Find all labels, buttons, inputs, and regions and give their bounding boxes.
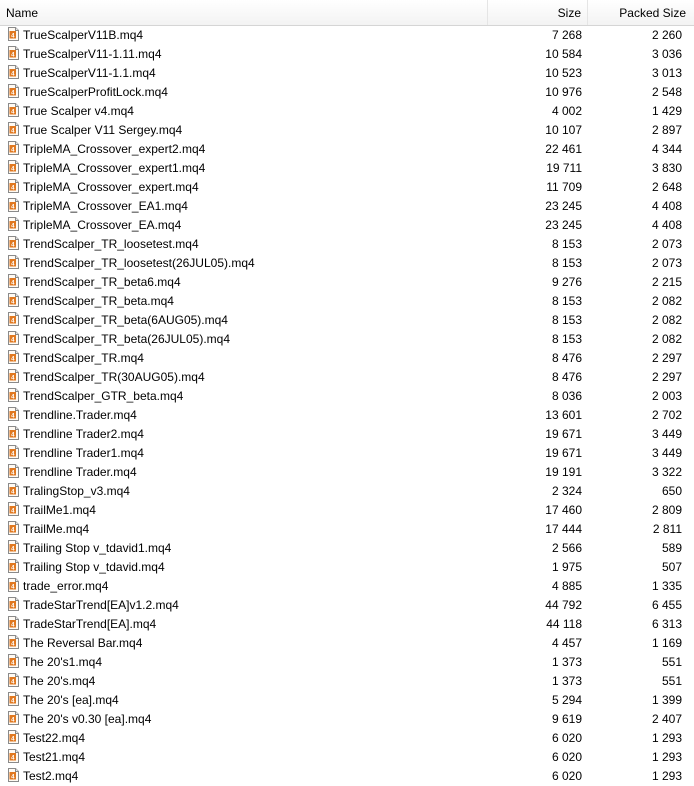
file-size: 8 153 — [551, 237, 582, 251]
file-row[interactable] — [0, 444, 694, 463]
column-header — [0, 0, 694, 26]
file-packed-size: 2 811 — [652, 522, 682, 536]
mq4-file-icon — [8, 502, 19, 516]
file-row[interactable] — [0, 767, 694, 786]
file-row[interactable] — [0, 520, 694, 539]
file-name: TrendScalper_TR_beta.mq4 — [23, 294, 174, 308]
file-packed-size: 2 073 — [651, 256, 682, 270]
mq4-file-icon — [8, 407, 19, 421]
file-packed-size: 1 293 — [651, 731, 682, 745]
column-header-packed-size[interactable]: Packed Size — [619, 6, 686, 20]
file-name: The 20's1.mq4 — [23, 655, 103, 669]
file-size: 19 671 — [545, 427, 582, 441]
file-size: 17 460 — [545, 503, 582, 517]
file-size: 44 792 — [545, 598, 582, 612]
file-size: 8 153 — [551, 332, 582, 346]
file-name: Trendline.Trader.mq4 — [23, 408, 137, 422]
file-row[interactable] — [0, 197, 694, 216]
mq4-file-icon — [8, 654, 19, 668]
file-size: 10 976 — [545, 85, 582, 99]
file-name: TrendScalper_TR(30AUG05).mq4 — [23, 370, 205, 384]
file-name: Trailing Stop v_tdavid.mq4 — [23, 560, 165, 574]
file-packed-size: 2 648 — [651, 180, 682, 194]
file-name: TradeStarTrend[EA]v1.2.mq4 — [23, 598, 179, 612]
file-row[interactable] — [0, 349, 694, 368]
file-row[interactable] — [0, 311, 694, 330]
file-name: The 20's.mq4 — [23, 674, 96, 688]
file-name: Trailing Stop v_tdavid1.mq4 — [23, 541, 172, 555]
mq4-file-icon — [8, 350, 19, 364]
file-size: 11 709 — [546, 180, 582, 194]
file-row[interactable] — [0, 691, 694, 710]
file-row[interactable] — [0, 102, 694, 121]
column-header-name[interactable]: Name — [0, 0, 488, 25]
mq4-file-icon — [8, 673, 19, 687]
mq4-file-icon — [8, 331, 19, 345]
file-packed-size: 2 082 — [651, 313, 682, 327]
mq4-file-icon — [8, 65, 19, 79]
mq4-file-icon — [8, 198, 19, 212]
file-row[interactable] — [0, 558, 694, 577]
mq4-file-icon — [8, 46, 19, 60]
file-size: 8 153 — [551, 294, 582, 308]
file-name: Trendline Trader2.mq4 — [23, 427, 144, 441]
file-name: TrueScalperV11B.mq4 — [23, 28, 144, 42]
file-packed-size: 589 — [661, 541, 682, 555]
file-size: 22 461 — [545, 142, 582, 156]
file-name: True Scalper V11 Sergey.mq4 — [23, 123, 183, 137]
file-name: trade_error.mq4 — [23, 579, 109, 593]
file-row[interactable] — [0, 425, 694, 444]
mq4-file-icon — [8, 540, 19, 554]
file-packed-size: 2 082 — [651, 294, 682, 308]
mq4-file-icon — [8, 122, 19, 136]
file-row[interactable] — [0, 121, 694, 140]
file-packed-size: 551 — [661, 674, 682, 688]
file-name: TradeStarTrend[EA].mq4 — [23, 617, 157, 631]
file-packed-size: 1 293 — [651, 769, 682, 783]
file-size: 8 153 — [551, 256, 582, 270]
file-row[interactable] — [0, 634, 694, 653]
file-size: 13 601 — [545, 408, 582, 422]
file-size: 8 153 — [551, 313, 582, 327]
file-row[interactable] — [0, 653, 694, 672]
file-row[interactable] — [0, 577, 694, 596]
file-size: 44 118 — [546, 617, 582, 631]
file-size: 17 444 — [545, 522, 582, 536]
file-name: TrailMe1.mq4 — [23, 503, 96, 517]
file-row[interactable] — [0, 596, 694, 615]
file-packed-size: 2 073 — [651, 237, 682, 251]
file-row[interactable] — [0, 729, 694, 748]
file-packed-size: 551 — [661, 655, 682, 669]
file-name: TripleMA_Crossover_expert.mq4 — [23, 180, 199, 194]
file-name: Test22.mq4 — [23, 731, 86, 745]
file-size: 1 373 — [551, 674, 582, 688]
file-row[interactable] — [0, 539, 694, 558]
file-row[interactable] — [0, 368, 694, 387]
file-name: TrendScalper_TR_beta6.mq4 — [23, 275, 181, 289]
file-name: The 20's [ea].mq4 — [23, 693, 119, 707]
mq4-file-icon — [8, 217, 19, 231]
file-packed-size: 2 897 — [651, 123, 682, 137]
file-name: Trendline Trader.mq4 — [23, 465, 137, 479]
file-size: 2 324 — [551, 484, 582, 498]
mq4-file-icon — [8, 635, 19, 649]
file-name: TrendScalper_GTR_beta.mq4 — [23, 389, 184, 403]
mq4-file-icon — [8, 255, 19, 269]
file-size: 10 523 — [545, 66, 582, 80]
file-row[interactable] — [0, 710, 694, 729]
file-packed-size: 6 313 — [651, 617, 682, 631]
mq4-file-icon — [8, 274, 19, 288]
file-size: 9 276 — [551, 275, 582, 289]
file-size: 10 584 — [545, 47, 582, 61]
file-name: TripleMA_Crossover_EA.mq4 — [23, 218, 182, 232]
file-packed-size: 650 — [661, 484, 682, 498]
file-row[interactable] — [0, 330, 694, 349]
file-packed-size: 1 335 — [651, 579, 682, 593]
mq4-file-icon — [8, 559, 19, 573]
mq4-file-icon — [8, 179, 19, 193]
file-size: 4 002 — [551, 104, 582, 118]
mq4-file-icon — [8, 464, 19, 478]
file-row[interactable] — [0, 159, 694, 178]
file-size: 9 619 — [551, 712, 582, 726]
file-size: 2 566 — [551, 541, 582, 555]
file-name: TrueScalperV11-1.11.mq4 — [23, 47, 162, 61]
file-list — [0, 26, 694, 786]
file-name: TrendScalper_TR_loosetest(26JUL05).mq4 — [23, 256, 255, 270]
file-row[interactable] — [0, 482, 694, 501]
file-size: 19 711 — [546, 161, 582, 175]
file-size: 4 885 — [551, 579, 582, 593]
file-row[interactable] — [0, 501, 694, 520]
file-name: TrendScalper_TR.mq4 — [23, 351, 144, 365]
mq4-file-icon — [8, 597, 19, 611]
file-packed-size: 6 455 — [651, 598, 682, 612]
mq4-file-icon — [8, 293, 19, 307]
file-row[interactable] — [0, 254, 694, 273]
file-name: TrailMe.mq4 — [23, 522, 90, 536]
file-name: TralingStop_v3.mq4 — [23, 484, 130, 498]
file-packed-size: 1 429 — [651, 104, 682, 118]
file-packed-size: 3 449 — [651, 427, 682, 441]
file-size: 8 036 — [551, 389, 582, 403]
file-row[interactable] — [0, 64, 694, 83]
file-row[interactable] — [0, 463, 694, 482]
mq4-file-icon — [8, 768, 19, 782]
file-packed-size: 4 408 — [651, 218, 682, 232]
file-size: 23 245 — [545, 218, 582, 232]
file-packed-size: 3 322 — [651, 465, 682, 479]
file-packed-size: 4 408 — [651, 199, 682, 213]
file-size: 6 020 — [551, 769, 582, 783]
file-packed-size: 2 809 — [651, 503, 682, 517]
file-packed-size: 1 169 — [651, 636, 682, 650]
file-name: True Scalper v4.mq4 — [23, 104, 134, 118]
file-packed-size: 2 260 — [651, 28, 682, 42]
file-name: TrueScalperProfitLock.mq4 — [23, 85, 168, 99]
mq4-file-icon — [8, 141, 19, 155]
mq4-file-icon — [8, 730, 19, 744]
file-name: The Reversal Bar.mq4 — [23, 636, 143, 650]
file-packed-size: 2 407 — [651, 712, 682, 726]
file-row[interactable] — [0, 273, 694, 292]
file-packed-size: 1 293 — [651, 750, 682, 764]
file-name: Test2.mq4 — [23, 769, 79, 783]
mq4-file-icon — [8, 426, 19, 440]
mq4-file-icon — [8, 578, 19, 592]
mq4-file-icon — [8, 521, 19, 535]
file-size: 8 476 — [551, 370, 582, 384]
mq4-file-icon — [8, 27, 19, 41]
mq4-file-icon — [8, 236, 19, 250]
file-row[interactable] — [0, 45, 694, 64]
file-packed-size: 2 297 — [651, 351, 682, 365]
file-size: 10 107 — [545, 123, 582, 137]
file-row[interactable] — [0, 672, 694, 691]
file-size: 4 457 — [551, 636, 582, 650]
mq4-file-icon — [8, 711, 19, 725]
file-row[interactable] — [0, 387, 694, 406]
mq4-file-icon — [8, 103, 19, 117]
file-size: 7 268 — [551, 28, 582, 42]
file-name: TripleMA_Crossover_EA1.mq4 — [23, 199, 188, 213]
file-packed-size: 2 548 — [651, 85, 682, 99]
file-size: 1 373 — [551, 655, 582, 669]
file-packed-size: 2 082 — [651, 332, 682, 346]
file-row[interactable] — [0, 216, 694, 235]
file-size: 19 671 — [545, 446, 582, 460]
file-packed-size: 3 036 — [651, 47, 682, 61]
file-size: 8 476 — [551, 351, 582, 365]
file-packed-size: 2 702 — [651, 408, 682, 422]
file-row[interactable] — [0, 615, 694, 634]
file-name: The 20's v0.30 [ea].mq4 — [23, 712, 152, 726]
file-name: TripleMA_Crossover_expert2.mq4 — [23, 142, 206, 156]
file-packed-size: 1 399 — [651, 693, 682, 707]
file-packed-size: 2 003 — [651, 389, 682, 403]
file-row[interactable] — [0, 83, 694, 102]
file-name: TrendScalper_TR_beta(6AUG05).mq4 — [23, 313, 228, 327]
file-size: 1 975 — [551, 560, 582, 574]
mq4-file-icon — [8, 616, 19, 630]
file-size: 23 245 — [545, 199, 582, 213]
mq4-file-icon — [8, 692, 19, 706]
file-row[interactable] — [0, 292, 694, 311]
file-name: TripleMA_Crossover_expert1.mq4 — [23, 161, 206, 175]
file-size: 6 020 — [551, 731, 582, 745]
mq4-file-icon — [8, 445, 19, 459]
file-name: Test21.mq4 — [23, 750, 86, 764]
file-name: Trendline Trader1.mq4 — [23, 446, 144, 460]
file-name: TrueScalperV11-1.1.mq4 — [23, 66, 156, 80]
file-name: TrendScalper_TR_loosetest.mq4 — [23, 237, 199, 251]
mq4-file-icon — [8, 749, 19, 763]
file-packed-size: 2 215 — [651, 275, 682, 289]
mq4-file-icon — [8, 312, 19, 326]
file-row[interactable] — [0, 235, 694, 254]
file-size: 6 020 — [551, 750, 582, 764]
file-row[interactable] — [0, 26, 694, 45]
file-packed-size: 3 830 — [651, 161, 682, 175]
file-row[interactable] — [0, 140, 694, 159]
file-packed-size: 3 013 — [651, 66, 682, 80]
mq4-file-icon — [8, 388, 19, 402]
file-packed-size: 4 344 — [651, 142, 682, 156]
file-row[interactable] — [0, 178, 694, 197]
mq4-file-icon — [8, 369, 19, 383]
file-row[interactable] — [0, 406, 694, 425]
mq4-file-icon — [8, 483, 19, 497]
mq4-file-icon — [8, 84, 19, 98]
file-row[interactable] — [0, 748, 694, 767]
column-header-size[interactable]: Size — [488, 0, 588, 25]
file-name: TrendScalper_TR_beta(26JUL05).mq4 — [23, 332, 230, 346]
file-size: 5 294 — [551, 693, 582, 707]
file-packed-size: 507 — [661, 560, 682, 574]
file-packed-size: 3 449 — [651, 446, 682, 460]
mq4-file-icon — [8, 160, 19, 174]
file-packed-size: 2 297 — [651, 370, 682, 384]
file-size: 19 191 — [545, 465, 582, 479]
